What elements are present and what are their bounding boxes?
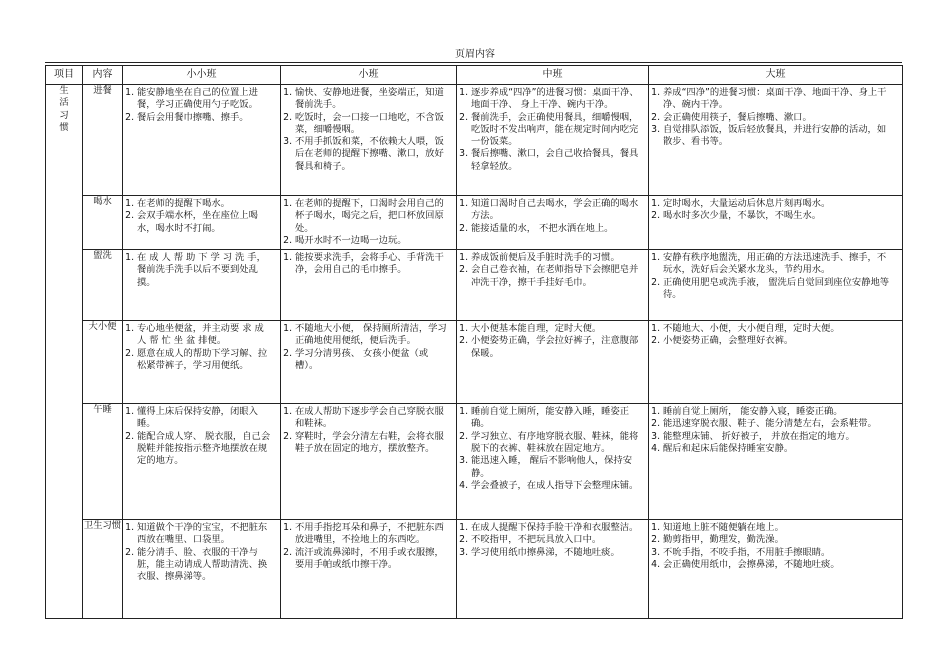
table-row — [46, 250, 903, 321]
table-row — [46, 196, 903, 250]
list-item: 1. 睡前自觉上厕所， 能安静入寝，睡姿正确。 — [663, 406, 894, 418]
item-list — [123, 196, 280, 237]
list-item: 1. 能按要求洗手，会将手心、手背洗干净，会用自己的毛巾擦手。 — [295, 252, 448, 277]
table-cell — [123, 85, 281, 196]
table-cell — [457, 85, 649, 196]
table-cell — [649, 250, 903, 321]
column-header: 小班 — [281, 66, 457, 85]
category-char: 习 — [59, 109, 69, 121]
table-cell — [281, 321, 457, 404]
item-list — [649, 85, 902, 150]
row-label: 大小便 — [83, 321, 123, 404]
list-item: 2. 愿意在成人的帮助下学习解、拉松紧带裤子，学习用便纸。 — [137, 348, 272, 373]
list-item: 3. 能整理床铺、 折好被子， 并放在指定的地方。 — [663, 431, 894, 443]
row-label: 进餐 — [83, 85, 123, 196]
list-item: 2. 能配合成人穿、 脱衣服，自己会脱鞋并能按指示整齐地摆放在规定的地方。 — [137, 431, 272, 468]
table-cell — [649, 321, 903, 404]
category-char: 生 — [59, 85, 69, 96]
list-item: 1. 安静有秩序地盥洗，用正确的方法迅速洗手、擦手，不玩水，洗好后会关紧水龙头，节约用水。 — [663, 252, 894, 277]
list-item: 2. 学习独立、有序地穿脱衣服、鞋袜，能将脱下的衣裤、鞋袜放在固定地方。 — [471, 431, 640, 456]
header-row — [46, 66, 903, 85]
table-cell — [649, 85, 903, 196]
table-cell — [281, 196, 457, 250]
item-list — [281, 404, 456, 457]
list-item: 1. 养成饭前便后及手脏时洗手的习惯。 — [471, 252, 640, 264]
item-list — [457, 85, 648, 175]
item-list — [123, 250, 280, 291]
item-list — [457, 250, 648, 291]
category-char: 惯 — [59, 121, 69, 133]
table-cell — [123, 250, 281, 321]
list-item: 3. 不用手抓饭和菜，不依赖大人喂，饭后在老师的提醒下擦嘴、漱口，放好餐具和椅子。 — [295, 136, 448, 173]
list-item: 2. 会自己卷衣袖，在老师指导下会擦肥皂并冲洗干净，擦干手挂好毛巾。 — [471, 264, 640, 289]
table-cell — [649, 196, 903, 250]
table-cell — [123, 520, 281, 619]
list-item: 1. 懂得上床后保持安静，闭眼入睡。 — [137, 406, 272, 431]
item-list — [649, 196, 902, 225]
list-item: 2. 穿鞋时，学会分清左右鞋，会将衣服鞋子放在固定的地方，摆放整齐。 — [295, 431, 448, 456]
item-list — [457, 404, 648, 494]
table-cell — [123, 321, 281, 404]
row-label: 卫生习惯 — [83, 520, 123, 619]
table-cell — [457, 321, 649, 404]
list-item: 1. 在老师的提醒下喝水。 — [137, 198, 272, 210]
table-cell — [457, 250, 649, 321]
list-item: 2. 小便姿势正确，会整理好衣裤。 — [663, 335, 894, 347]
table-cell — [457, 196, 649, 250]
list-item: 3. 学习使用纸巾擦鼻涕，不随地吐痰。 — [471, 547, 640, 559]
table-cell — [123, 196, 281, 250]
row-label: 午睡 — [83, 404, 123, 520]
table-cell — [457, 404, 649, 520]
list-item: 4. 会正确使用纸巾，会擦鼻涕，不随地吐痰。 — [663, 559, 894, 571]
table-row — [46, 321, 903, 404]
list-item: 1. 在 成 人 帮 助 下 学 习 洗 手， 餐前洗手洗手以后不要到处乱摸。 — [137, 252, 272, 289]
item-list — [281, 321, 456, 374]
table-cell — [281, 85, 457, 196]
item-list — [457, 520, 648, 561]
page-header-title: 页眉内容 — [455, 49, 495, 60]
list-item: 2. 学习分清男孩、 女孩小便盆（或槽）。 — [295, 348, 448, 373]
list-item: 2. 能分清手、脸、衣服的干净与脏，能主动请成人帮助清洗、换衣服、擦鼻涕等。 — [137, 547, 272, 584]
list-item: 1. 睡前自觉上厕所，能安静入睡，睡姿正确。 — [471, 406, 640, 431]
list-item: 1. 能安静地坐在自己的位置上进餐，学习正确使用勺子吃饭。 — [137, 87, 272, 112]
item-list — [457, 321, 648, 362]
list-item: 2. 喝水时多次少量，不暴饮，不喝生水。 — [663, 210, 894, 222]
list-item: 2. 餐前洗手，会正确使用餐具，细嚼慢咽，吃饭时不发出响声，能在规定时间内吃完一份饭菜。 — [471, 112, 640, 149]
list-item: 1. 专心地坐便盆，并主动要 求 成 人 帮 忙 坐 盆 排便。 — [137, 323, 272, 348]
item-list — [281, 520, 456, 573]
list-item: 1. 在成人提醒下保持手脸干净和衣服整洁。 — [471, 522, 640, 534]
list-item: 2. 不咬指甲，不把玩具放入口中。 — [471, 534, 640, 546]
list-item: 3. 能迅速入睡， 醒后不影响他人，保持安静。 — [471, 455, 640, 480]
list-item: 3. 不吮手指，不咬手指，不用脏手擦眼睛。 — [663, 547, 894, 559]
list-item: 1. 逐步养成“四净”的进餐习惯：桌面干净、 地面干净、 身上干净、碗内干净。 — [471, 87, 640, 112]
table-cell — [649, 520, 903, 619]
list-item: 4. 醒后和起床后能保持睡室安静。 — [663, 443, 894, 455]
table-cell — [281, 250, 457, 321]
column-header: 项目 — [46, 66, 83, 85]
list-item: 2. 会正确使用筷子，餐后擦嘴、漱口。 — [663, 112, 894, 124]
list-item: 1. 不随地大小便， 保持厕所清洁，学习正确地使用便纸，便后洗手。 — [295, 323, 448, 348]
list-item: 2. 勤剪指甲，勤理发，勤洗澡。 — [663, 534, 894, 546]
list-item: 2. 能接适量的水， 不把水洒在地上。 — [471, 223, 640, 235]
list-item: 1. 知道做个干净的宝宝，不把脏东西放在嘴里、口袋里。 — [137, 522, 272, 547]
table-cell — [281, 520, 457, 619]
item-list — [281, 250, 456, 279]
list-item: 2. 正确使用肥皂或洗手液， 盥洗后自觉回到座位安静地等待。 — [663, 277, 894, 302]
item-list — [281, 85, 456, 175]
list-item: 2. 会双手端水杯，坐在座位上喝水，喝水时不打闹。 — [137, 210, 272, 235]
item-list — [649, 321, 902, 350]
table-row — [46, 520, 903, 619]
table-cell — [457, 520, 649, 619]
table-row — [46, 85, 903, 196]
item-list — [123, 520, 280, 585]
table-cell — [281, 404, 457, 520]
row-label: 盥洗 — [83, 250, 123, 321]
table-cell — [123, 404, 281, 520]
list-item: 1. 知道口渴时自己去喝水，学会正确的喝水方法。 — [471, 198, 640, 223]
item-list — [649, 404, 902, 457]
list-item: 1. 养成“四净”的进餐习惯：桌面干净、地面干净、身上干净、碗内干净。 — [663, 87, 894, 112]
list-item: 2. 小便姿势正确，学会拉好裤子，注意腹部保暖。 — [471, 335, 640, 360]
list-item: 1. 在成人帮助下逐步学会自己穿脱衣服和鞋袜。 — [295, 406, 448, 431]
column-header: 内容 — [83, 66, 123, 85]
item-list — [281, 196, 456, 249]
list-item: 2. 流汗或流鼻涕时，不用手或衣服擦， 要用手帕或纸巾擦干净。 — [295, 547, 448, 572]
item-list — [649, 250, 902, 303]
list-item: 2. 餐后会用餐巾擦嘴、擦手。 — [137, 112, 272, 124]
list-item: 1. 不用手指挖耳朵和鼻子，不把脏东西放进嘴里，不捡地上的东西吃。 — [295, 522, 448, 547]
item-list — [649, 520, 902, 573]
list-item: 1. 大小便基本能自理，定时大便。 — [471, 323, 640, 335]
list-item: 1. 知道地上脏不随便躺在地上。 — [663, 522, 894, 534]
table-row — [46, 404, 903, 520]
list-item: 1. 在老师的提醒下，口渴时会用自己的杯子喝水，喝完之后，把口杯放回原处。 — [295, 198, 448, 235]
category-cell — [46, 85, 83, 619]
list-item: 2. 能迅速穿脱衣服、鞋子、能分清楚左右，会系鞋带。 — [663, 418, 894, 430]
list-item: 4. 学会叠被子，在成人指导下会整理床铺。 — [471, 480, 640, 492]
column-header: 小小班 — [123, 66, 281, 85]
list-item: 1. 定时喝水，大量运动后休息片刻再喝水。 — [663, 198, 894, 210]
list-item: 3. 餐后擦嘴、漱口，会自己收拾餐具，餐具轻拿轻放。 — [471, 148, 640, 173]
habits-table — [45, 65, 903, 619]
category-char: 活 — [59, 97, 69, 109]
header-rule — [45, 62, 902, 63]
item-list — [123, 85, 280, 126]
list-item: 2. 吃饭时，会一口接一口地吃，不含饭菜，细嚼慢咽。 — [295, 112, 448, 137]
item-list — [123, 404, 280, 469]
row-label: 喝水 — [83, 196, 123, 250]
column-header: 中班 — [457, 66, 649, 85]
list-item: 1. 愉快、安静地进餐，坐姿端正，知道餐前洗手。 — [295, 87, 448, 112]
column-header: 大班 — [649, 66, 903, 85]
list-item: 1. 不随地大、小便，大小便自理，定时大便。 — [663, 323, 894, 335]
list-item: 2. 喝开水时不一边喝一边玩。 — [295, 235, 448, 247]
item-list — [457, 196, 648, 237]
list-item: 3. 自觉排队添饭，饭后轻放餐具，并进行安静的活动，如散步、看书等。 — [663, 124, 894, 149]
table-cell — [649, 404, 903, 520]
item-list — [123, 321, 280, 374]
